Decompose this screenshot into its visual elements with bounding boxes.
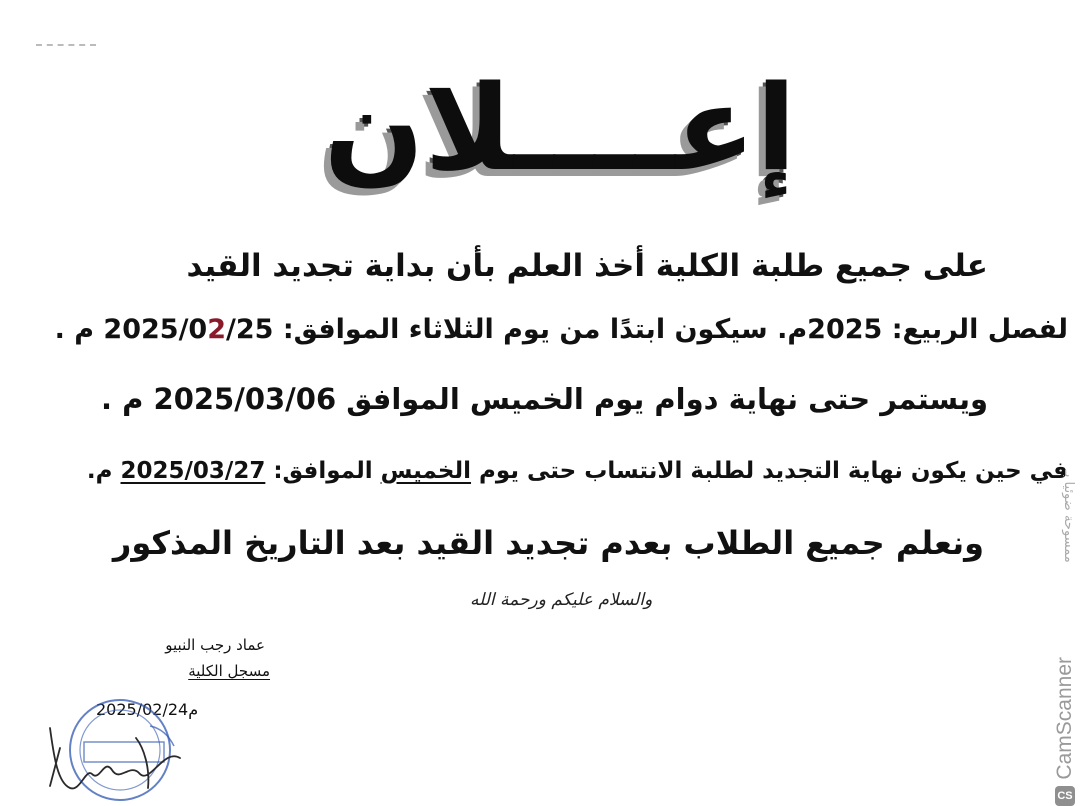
watermark-arabic-text: ممسوحة ضوئيا بـ xyxy=(1061,470,1076,563)
announcement-line-2 xyxy=(55,314,1068,345)
start-date-part-a: 2025/0 xyxy=(103,314,208,345)
start-date xyxy=(103,314,273,345)
line-3-prefix: ويستمر حتى نهاية دوام يوم الخميس الموافق xyxy=(346,382,988,416)
signatory-name: عماد رجب النبيو xyxy=(165,636,265,654)
line-4-prefix: في حين يكون نهاية التجديد لطلبة الانتساب حتى يوم xyxy=(479,458,1068,484)
end-date: 2025/03/06 xyxy=(153,382,337,416)
line-4-day: الخميس xyxy=(380,458,472,484)
camscanner-text: CamScanner xyxy=(1053,657,1076,780)
camscanner-watermark xyxy=(1050,505,1080,806)
camscanner-logo-icon: CS xyxy=(1055,786,1075,806)
line-2-suffix: م . xyxy=(54,314,95,345)
announcement-line-1: على جميع طلبة الكلية أخذ العلم بأن بداية تجديد القيد xyxy=(186,248,988,284)
start-date-part-c: /25 xyxy=(226,314,274,345)
line-3-suffix: م . xyxy=(101,382,144,416)
start-date-part-b: 2 xyxy=(207,314,227,345)
signatory-role: مسجل الكلية xyxy=(188,662,270,680)
external-students-end-date: 2025/03/27 xyxy=(120,458,266,484)
signature-date: 2025/02/24م xyxy=(96,700,199,719)
official-stamp-and-signature xyxy=(40,688,190,803)
announcement-line-3 xyxy=(101,382,988,416)
line-2-prefix: لفصل الربيع: 2025م. سيكون ابتدًا من يوم الثلاثاء الموافق: xyxy=(282,314,1068,345)
announcement-line-4 xyxy=(87,458,1068,484)
line-4-suffix: م. xyxy=(86,458,113,484)
announcement-line-5: ونعلم جميع الطلاب بعدم تجديد القيد بعد التاريخ المذكور xyxy=(112,524,984,562)
announcement-title: إعــــلان xyxy=(323,59,797,197)
line-4-mid: الموافق: xyxy=(273,458,373,484)
closing-greeting: والسلام عليكم ورحمة الله xyxy=(470,590,653,610)
scan-artifact-mark xyxy=(36,44,96,52)
